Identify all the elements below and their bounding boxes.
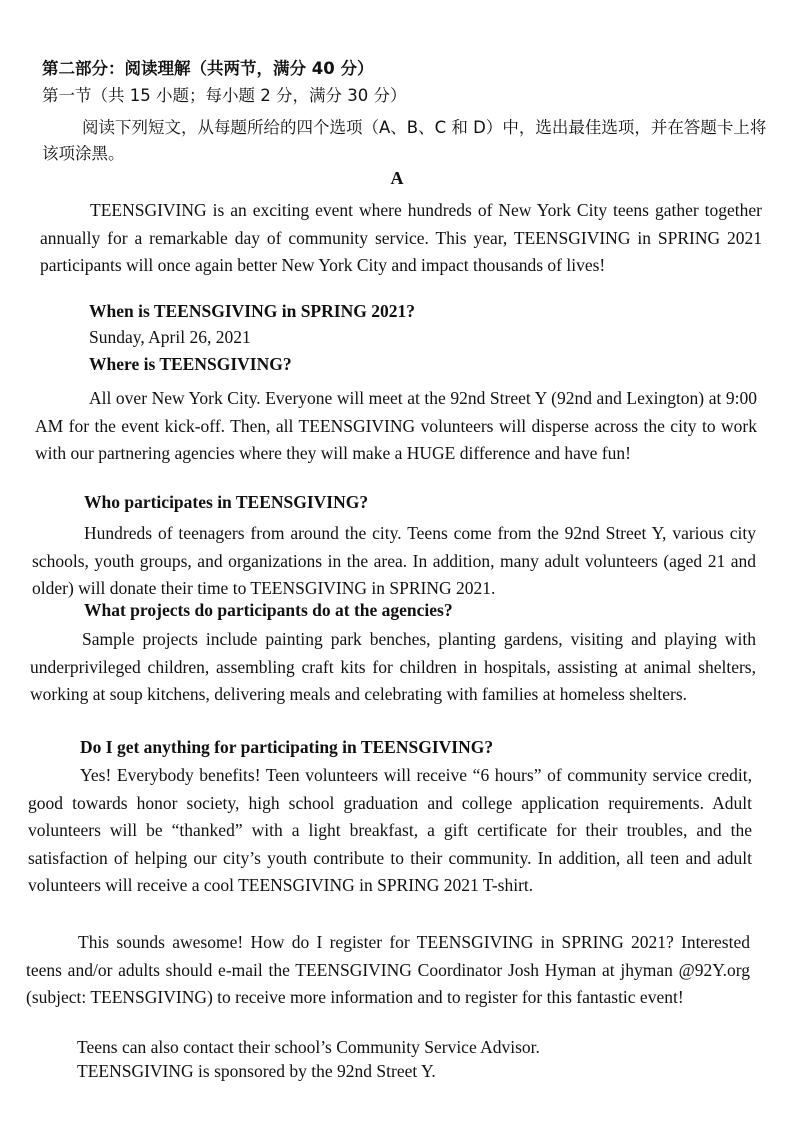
answer-where: All over New York City. Everyone will meet at the 92nd Street Y (92nd and Lexington) at 9:00 AM for the event kick-off. Then, all TEENSGIVING volunteers will disperse across the city to work with our partnering agencies where they will make a HUGE difference and have fun! <box>35 388 757 463</box>
answer-benefit: Yes! Everybody benefits! Teen volunteers will receive “6 hours” of community service credit, good towards honor society, high school graduation and college application requirements. Adult volunteers will be “thanked” with a light breakfast, a gift certificate for their troubles, and the satisfaction of helping our city’s youth contribute to their community. In addition, all teen and adult volunteers will receive a cool TEENSGIVING in SPRING 2021 T-shirt. <box>28 765 752 895</box>
passage-label: A <box>390 168 404 188</box>
sponsor-line: TEENSGIVING is sponsored by the 92nd Street Y. <box>77 1061 436 1081</box>
subsection-header: 第一节（共 15 小题；每小题 2 分，满分 30 分） <box>42 86 407 105</box>
section-header: 第二部分：阅读理解（共两节，满分 40 分） <box>42 59 374 78</box>
question-who: Who participates in TEENSGIVING? <box>84 492 369 512</box>
question-projects: What projects do participants do at the agencies? <box>84 600 453 620</box>
question-benefit: Do I get anything for participating in TEENSGIVING? <box>80 737 494 757</box>
question-when: When is TEENSGIVING in SPRING 2021? <box>89 301 415 321</box>
answer-projects: Sample projects include painting park benches, planting gardens, visiting and playing with underprivileged children, assembling craft kits for children in hospitals, assisting at animal shelters, working at soup kitchens, delivering meals and celebrating with families at homeless shelters. <box>30 629 756 704</box>
register-paragraph: This sounds awesome! How do I register for TEENSGIVING in SPRING 2021? Interested teens and/or adults should e-mail the TEENSGIVING Coordinator Josh Hyman at jhyman @92Y.org (subject: TEENSGIVING) to receive more information and to register for this fantastic event! <box>26 932 750 1007</box>
answer-when: Sunday, April 26, 2021 <box>89 327 251 347</box>
instructions: 阅读下列短文，从每题所给的四个选项（A、B、C 和 D）中，选出最佳选项，并在答题卡上将该项涂黑。 <box>42 118 767 163</box>
question-where: Where is TEENSGIVING? <box>89 354 292 374</box>
answer-who: Hundreds of teenagers from around the city. Teens come from the 92nd Street Y, various city schools, youth groups, and organizations in the area. In addition, many adult volunteers (aged 21 and older) will donate their time to TEENSGIVING in SPRING 2021. <box>32 523 756 598</box>
intro-paragraph: TEENSGIVING is an exciting event where hundreds of New York City teens gather together annually for a remarkable day of community service. This year, TEENSGIVING in SPRING 2021 participants will once again better New York City and impact thousands of lives! <box>40 200 762 275</box>
advisor-line: Teens can also contact their school’s Community Service Advisor. <box>77 1037 540 1057</box>
